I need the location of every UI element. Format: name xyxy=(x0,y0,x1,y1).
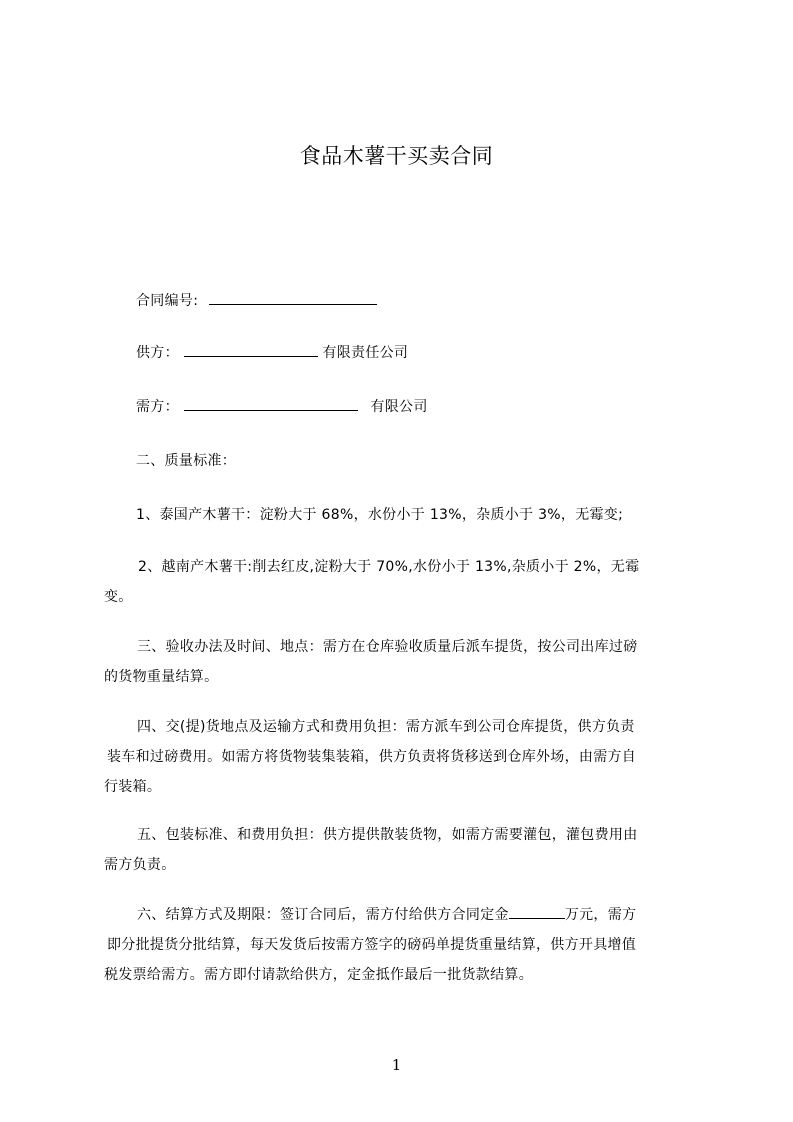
section-5 xyxy=(104,820,704,880)
buyer-label: 需方： xyxy=(136,399,179,415)
page-number: 1 xyxy=(391,1056,402,1074)
contract-number-blank xyxy=(209,290,377,305)
section-6-line-1 xyxy=(104,900,704,930)
buyer-line xyxy=(136,396,428,418)
quality-item-2-line-2: 变。 xyxy=(104,589,133,605)
buyer-suffix: 有限公司 xyxy=(370,399,428,415)
contract-number-line xyxy=(136,290,377,312)
quality-item-1: 1、泰国产木薯干：淀粉大于 68%，水份小于 13%，杂质小于 3%，无霉变; xyxy=(136,507,624,523)
section-3-line-1: 三、验收办法及时间、地点：需方在仓库验收质量后派车提货，按公司出库过磅 xyxy=(137,639,638,655)
section-6-line-1-end: 万元，需方 xyxy=(564,907,637,923)
section-6-line-2: 即分批提货分批结算，每天发货后按需方签字的磅码单提货重量结算，供方开具增值 xyxy=(107,937,637,953)
section-5-line-2: 需方负责。 xyxy=(104,857,176,873)
contract-number-label: 合同编号: xyxy=(136,293,199,309)
quality-item-2 xyxy=(104,552,704,612)
section-4-line-2: 装车和过磅费用。如需方将货物装集装箱，供方负责将货移送到仓库外场，由需方自 xyxy=(107,749,637,765)
document-title: 食品木薯干买卖合同 xyxy=(299,144,494,168)
section-4-line-1: 四、交(提)货地点及运输方式和费用负担：需方派车到公司仓库提货，供方负责 xyxy=(137,719,635,735)
section-6-line-3: 税发票给需方。需方即付请款给供方，定金抵作最后一批货款结算。 xyxy=(104,967,533,983)
section-2-heading: 二、质量标准： xyxy=(136,453,237,469)
section-3-line-2: 的货物重量结算。 xyxy=(104,669,219,685)
section-5-line-1: 五、包装标准、和费用负担：供方提供散装货物，如需方需要灌包，灌包费用由 xyxy=(137,827,638,843)
supplier-line xyxy=(136,342,408,364)
deposit-amount-blank xyxy=(509,904,565,919)
quality-item-2-line-1: 2、越南产木薯干:削去红皮,淀粉大于 70%,水份小于 13%,杂质小于 2%，无霉 xyxy=(138,559,640,575)
section-4-line-3: 行装箱。 xyxy=(104,779,162,795)
section-4 xyxy=(104,712,704,802)
supplier-blank xyxy=(184,342,318,357)
supplier-label: 供方： xyxy=(136,345,179,361)
buyer-blank xyxy=(184,396,358,411)
section-6-line-1-start: 六、结算方式及期限：签订合同后，需方付给供方合同定金 xyxy=(137,907,509,923)
supplier-suffix: 有限责任公司 xyxy=(322,345,409,361)
section-3 xyxy=(104,632,704,692)
section-6 xyxy=(104,900,704,990)
